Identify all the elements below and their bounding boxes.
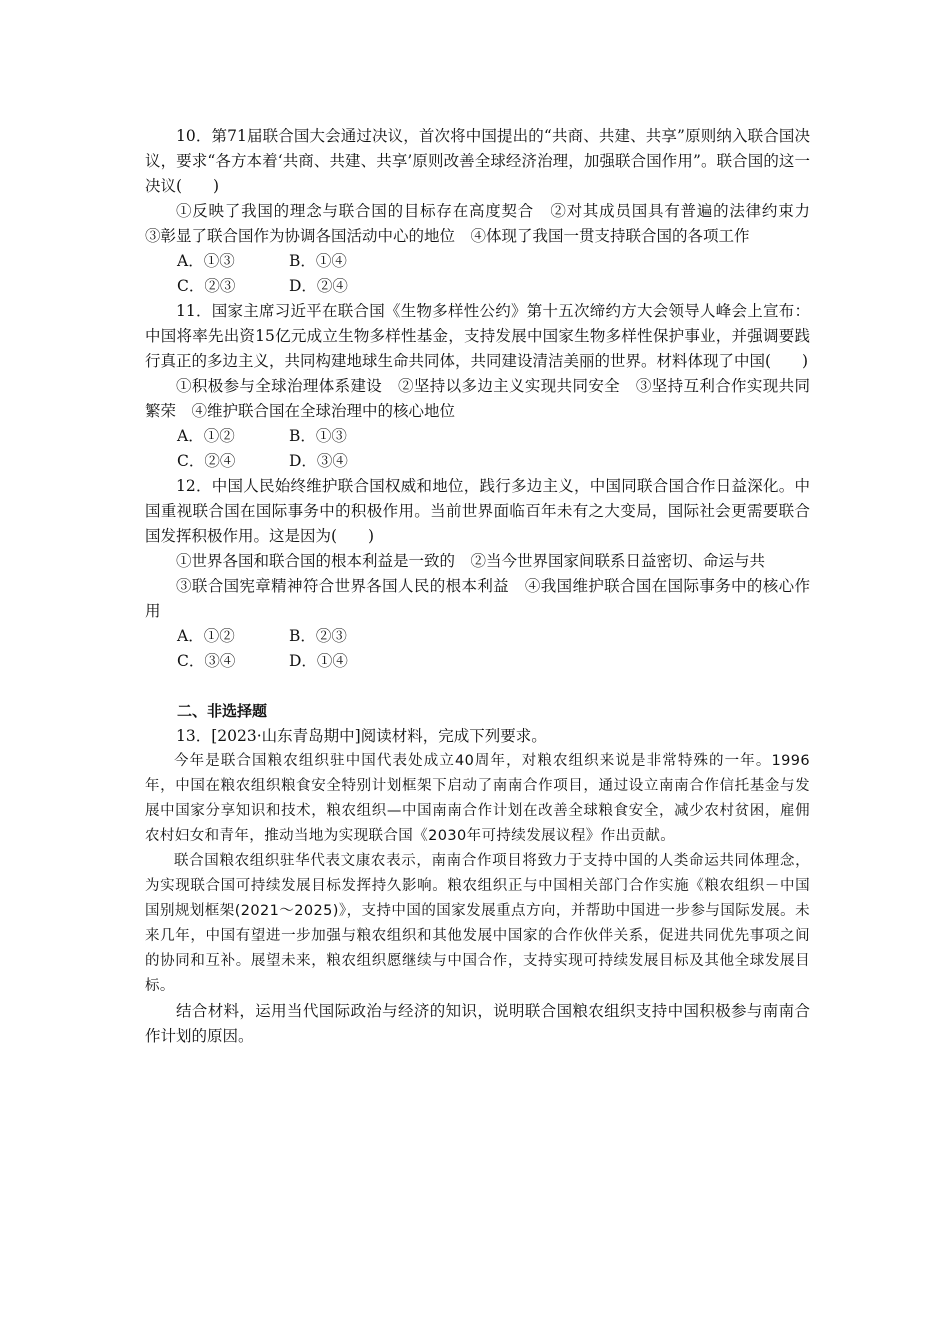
q10-stem: 10．第71届联合国大会通过决议，首次将中国提出的“共商、共建、共享”原则纳入联合国决议，要求“各方本着‘共商、共建、共享’原则改善全球经济治理，加强联合国作用”。联合国的这一决议( ) [145,127,810,195]
q13-task: 结合材料，运用当代国际政治与经济的知识，说明联合国粮农组织支持中国积极参与南南合作计划的原因。 [145,1002,810,1045]
q10-option-b: B．①④ [289,252,347,270]
q11-statements: ①积极参与全球治理体系建设 ②坚持以多边主义实现共同安全 ③坚持互利合作实现共同繁荣 ④维护联合国在全球治理中的核心地位 [145,377,810,420]
q12-statements-1: ①世界各国和联合国的根本利益是一致的 ②当今世界国家间联系日益密切、命运与共 [176,552,766,570]
document-page [145,124,826,1049]
section-heading: 二、非选择题 [177,702,268,720]
q10-options-row-1 [145,249,810,274]
q13-material-paragraph-2: 联合国粮农组织驻华代表文康农表示，南南合作项目将致力于支持中国的人类命运共同体理念，为实现联合国可持续发展目标发挥持久影响。粮农组织正与中国相关部门合作实施《粮农组织－中国国别规划框架(2021～2025)》，支持中国的国家发展重点方向，并帮助中国进一步参与国际发展。未来几年，中国有望进一步加强与粮农组织和其他发展中国家的合作伙伴关系，促进共同优先事项之间的协同和互补。展望未来，粮农组织愿继续与中国合作，支持实现可持续发展目标及其他全球发展目标。 [145,853,810,994]
q10-statements: ①反映了我国的理念与联合国的目标存在高度契合 ②对其成员国具有普遍的法律约束力 ③彰显了联合国作为协调各国活动中心的地位 ④体现了我国一贯支持联合国的各项工作 [145,202,826,245]
q12-options-row-2 [145,649,810,674]
q12-statements-2: ③联合国宪章精神符合世界各国人民的根本利益 ④我国维护联合国在国际事务中的核心作用 [145,577,810,620]
q12-stem: 12．中国人民始终维护联合国权威和地位，践行多边主义，中国同联合国合作日益深化。中国重视联合国在国际事务中的积极作用。当前世界面临百年未有之大变局，国际社会更需要联合国发挥积极作用。这是因为( ) [145,477,810,545]
q10-option-d: D．②④ [289,277,348,295]
q11-option-a: A．①② [177,427,235,445]
q13-material-paragraph-1: 今年是联合国粮农组织驻中国代表处成立40周年，对粮农组织来说是非常特殊的一年。1996年，中国在粮农组织粮食安全特别计划框架下启动了南南合作项目，通过设立南南合作信托基金与发展中国家分享知识和技术，粮农组织—中国南南合作计划在改善全球粮食安全，减少农村贫困，雇佣农村妇女和青年，推动当地为实现联合国《2030年可持续发展议程》作出贡献。 [145,753,810,844]
q11-options-row-2 [145,449,810,474]
q11-option-d: D．③④ [289,452,348,470]
q11-option-b: B．①③ [289,427,347,445]
q10-options-row-2 [145,274,810,299]
q12-options-row-1 [145,624,810,649]
q11-option-c: C．②④ [177,452,236,470]
q12-option-b: B．②③ [289,627,347,645]
q12-option-a: A．①② [177,627,235,645]
q10-option-c: C．②③ [177,277,236,295]
q13-intro: 13．[2023·山东青岛期中]阅读材料，完成下列要求。 [176,727,547,745]
q12-option-d: D．①④ [289,652,348,670]
q10-option-a: A．①③ [177,252,235,270]
q11-options-row-1 [145,424,810,449]
q12-option-c: C．③④ [177,652,236,670]
q11-stem: 11．国家主席习近平在联合国《生物多样性公约》第十五次缔约方大会领导人峰会上宣布：中国将率先出资15亿元成立生物多样性基金，支持发展中国家生物多样性保护事业，并强调要践行真正的多边主义，共同构建地球生命共同体，共同建设清洁美丽的世界。材料体现了中国( ) [145,302,810,370]
